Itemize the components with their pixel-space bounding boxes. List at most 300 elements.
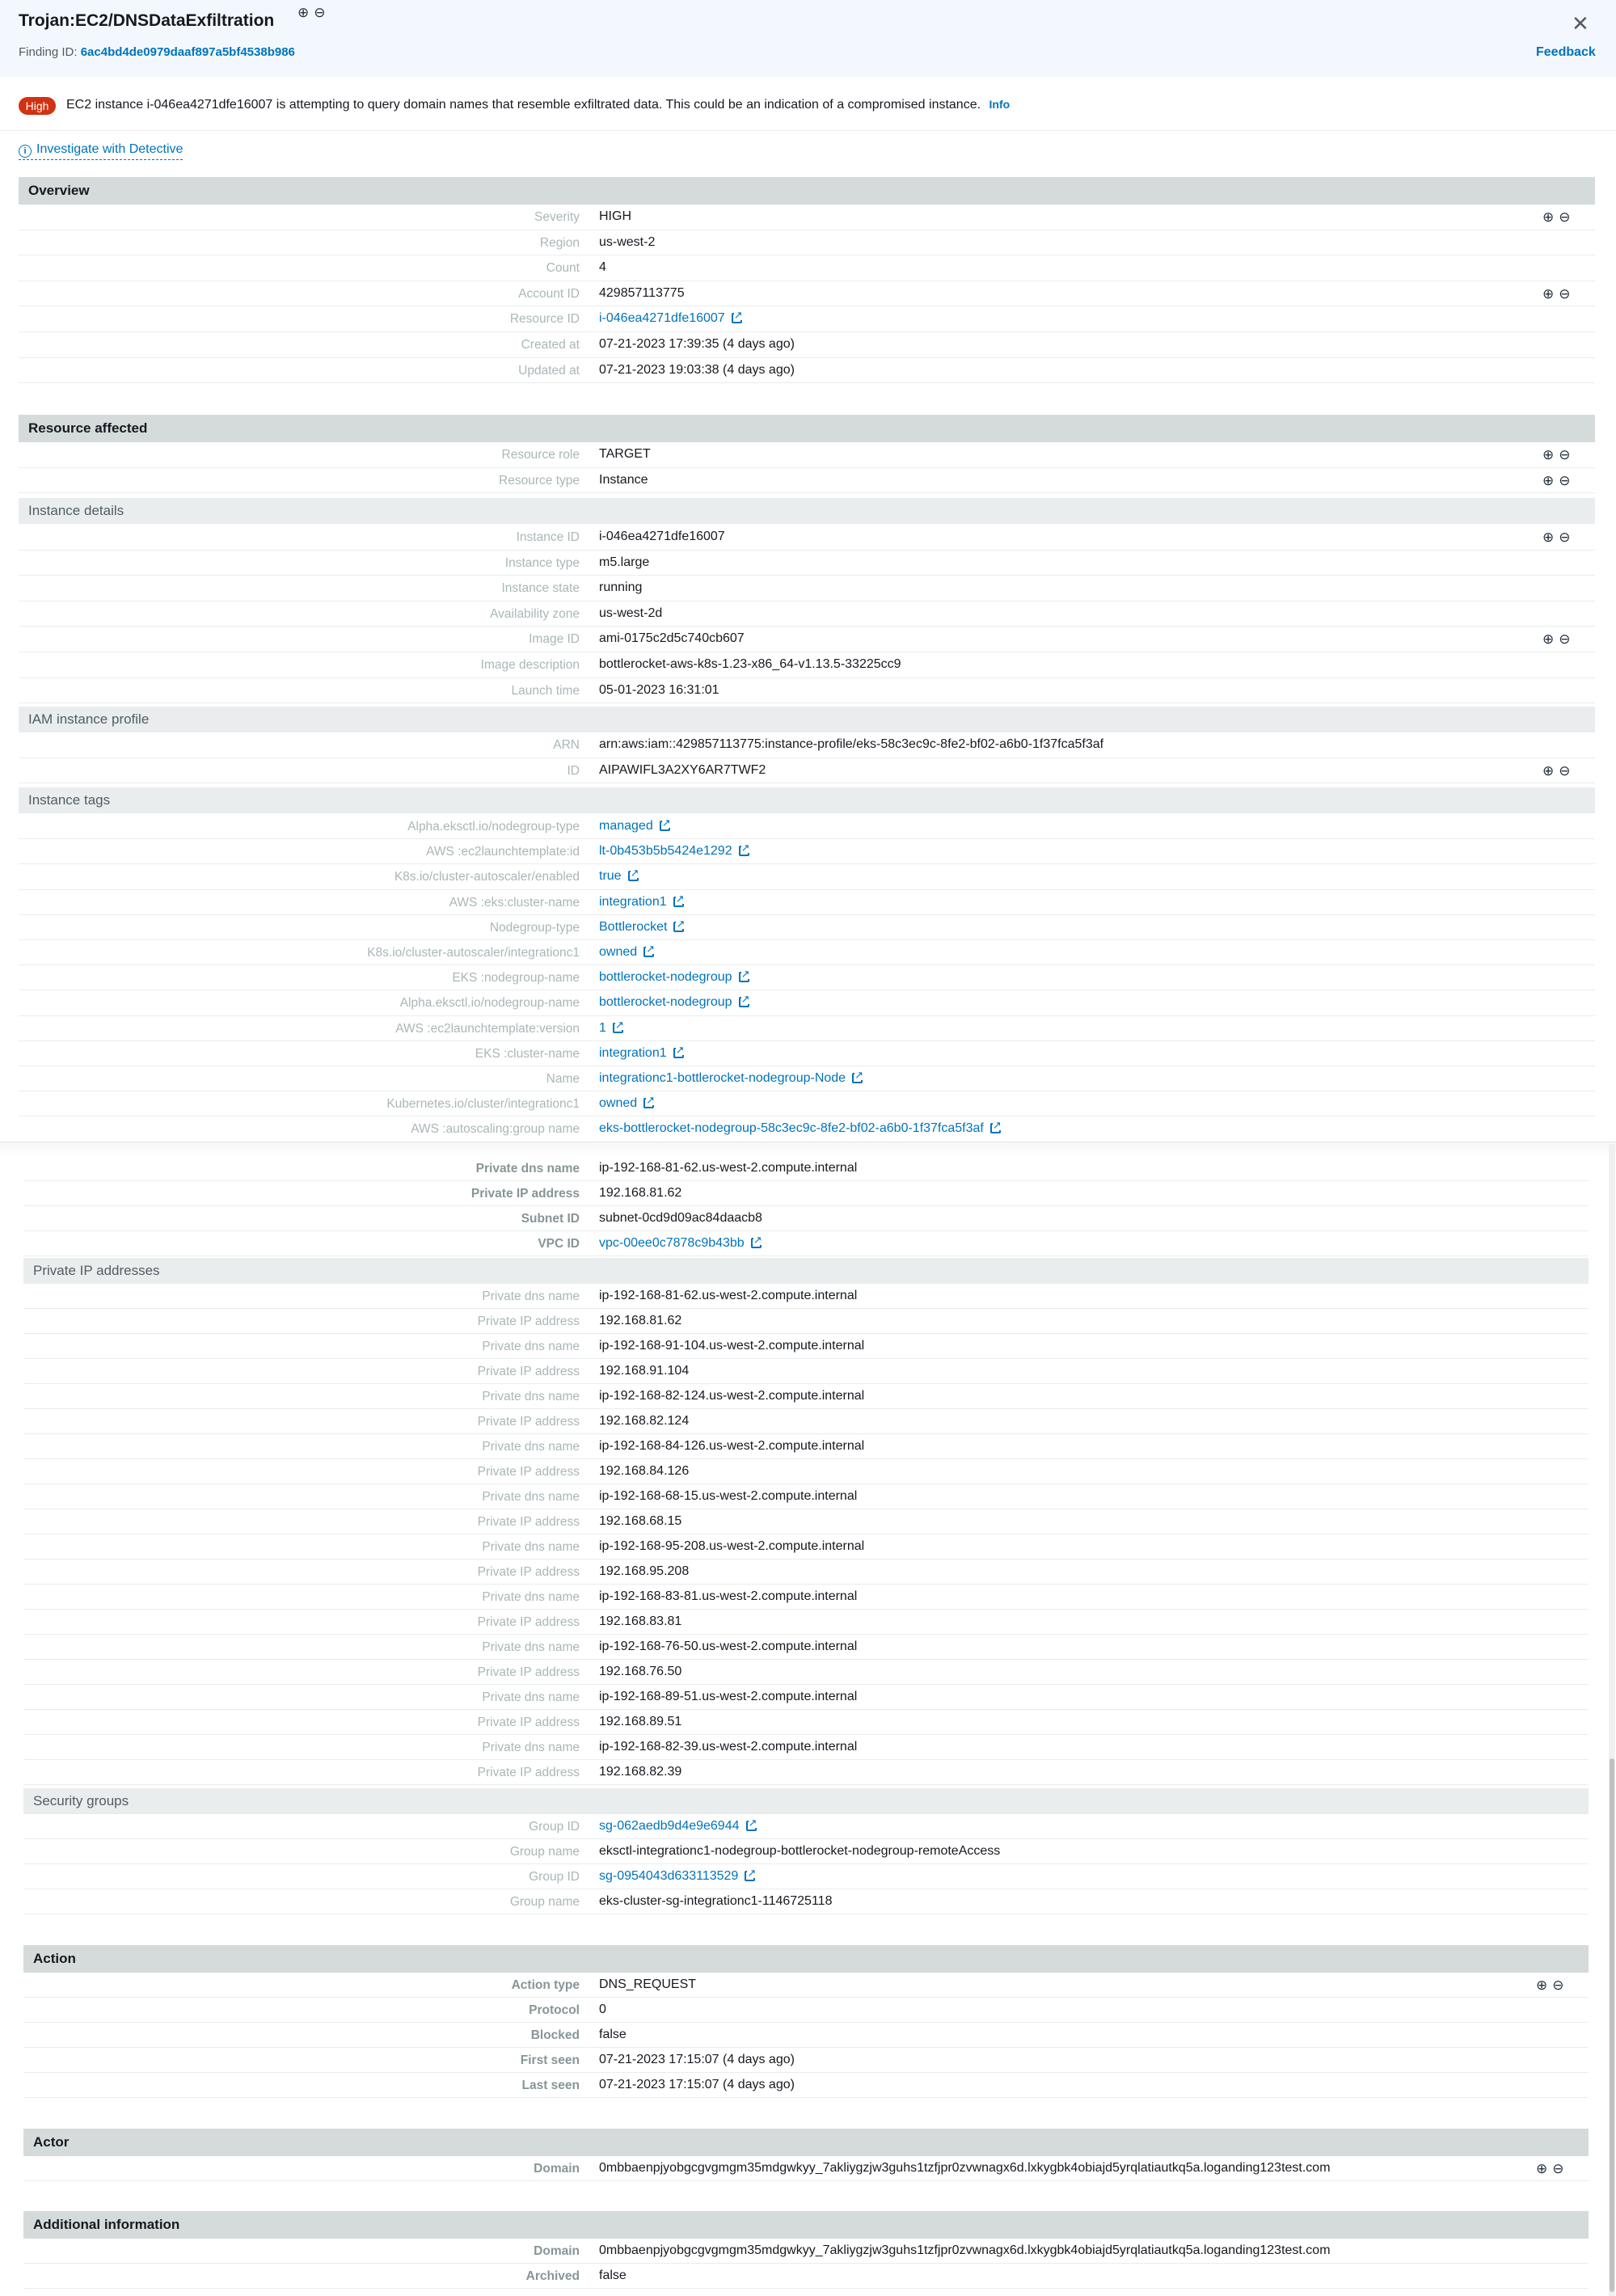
filter-zoom-icons[interactable]: ⊕⊖ [1542,285,1576,302]
feedback-link[interactable]: Feedback [1536,45,1596,59]
external-link-icon[interactable] [613,1023,623,1033]
detail-row-blocked [23,2023,1589,2048]
row-label: Group name [509,1845,580,1859]
row-value [599,606,662,621]
detail-row-aws-ec2launchtemplate-version [19,1016,1595,1041]
row-value-text: arn:aws:iam::429857113775:instance-profile/eks-58c3ec9c-8fe2-bf02-a6b0-1f37fca5f3af [599,737,1104,751]
external-link-icon[interactable] [643,1098,654,1108]
detail-row-eks-cluster-name [19,1041,1595,1066]
row-value-text[interactable]: integrationc1-bottlerocket-nodegroup-Node [599,1071,846,1085]
row-label: Private dns name [482,1640,580,1654]
row-value-text: 429857113775 [599,285,685,300]
row-value [599,1439,864,1454]
row-value-text: ip-192-168-83-81.us-west-2.compute.internal [599,1589,858,1603]
row-label: Private dns name [482,1390,580,1403]
row-label: Updated at [518,363,580,378]
row-value [599,1740,857,1754]
detail-row-arn [19,732,1595,758]
external-link-icon[interactable] [732,313,742,323]
row-label: Protocol [529,2003,580,2017]
detail-row-aws-autoscaling-group-name [19,1116,1595,1142]
row-value-link[interactable] [599,1096,654,1111]
detail-row-private-ip-address [23,1409,1589,1434]
title-zoom-icons[interactable]: ⊕⊖ [297,5,331,20]
row-value [599,1640,857,1654]
row-value [599,1844,1000,1859]
row-value [599,1211,762,1226]
row-value-text: false [599,2028,627,2041]
iam-profile-header: IAM instance profile [19,707,1595,732]
row-value-text: 192.168.82.39 [599,1765,682,1779]
detail-row-private-dns-name [23,1384,1589,1409]
row-value [599,737,1103,752]
row-value-text[interactable]: Bottlerocket [599,919,668,934]
row-value-text: ip-192-168-76-50.us-west-2.compute.internal [599,1640,858,1653]
row-label: Private IP address [477,1315,580,1328]
row-value [599,1665,681,1679]
row-value-text[interactable]: sg-0954043d633113529 [599,1869,739,1883]
external-link-icon[interactable] [852,1073,863,1083]
detail-row-private-dns-name [23,1434,1589,1459]
row-value [599,1564,689,1579]
detail-row-private-dns-name [23,1284,1589,1309]
row-value-text: us-west-2d [599,606,663,620]
row-label: Alpha.eksctl.io/nodegroup-type [407,820,580,834]
row-value-text: eks-cluster-sg-integrationc1-1146725118 [599,1894,833,1908]
row-value-text: m5.large [599,555,650,569]
detail-row-eks-nodegroup-name [19,965,1595,990]
row-label: Group ID [529,1870,580,1884]
row-value [599,763,766,778]
row-value-text: 192.168.89.51 [599,1715,682,1728]
row-value [599,1690,857,1704]
row-label: Created at [521,338,580,352]
row-value-text: ip-192-168-95-208.us-west-2.compute.internal [599,1539,865,1553]
detail-row-protocol [23,1998,1589,2023]
row-label: Count [546,261,580,276]
row-value-link[interactable] [599,844,749,859]
row-label: Private dns name [482,1289,580,1303]
row-value [599,657,901,672]
row-value [599,631,745,646]
row-value-link[interactable] [599,1071,863,1086]
detail-row-severity [19,205,1595,230]
row-value-text[interactable]: eks-bottlerocket-nodegroup-58c3ec9c-8fe2-bf02-a6b0-1f37fca5f3af [599,1121,984,1136]
external-link-icon[interactable] [673,922,684,932]
detail-row-aws-ec2launchtemplate-id [19,839,1595,864]
row-value-text[interactable]: true [599,869,622,884]
row-value [599,1414,689,1429]
info-link[interactable]: Info [989,98,1011,111]
row-value [599,1894,832,1909]
row-label: Last seen [521,2079,580,2092]
row-value-link[interactable] [599,819,670,834]
row-value [599,1715,681,1729]
row-label: Image ID [529,632,580,647]
detail-row-domain [23,2156,1589,2181]
detail-row-id [19,758,1595,784]
row-label: Private dns name [482,1490,580,1504]
row-value-text[interactable]: i-046ea4271dfe16007 [599,311,725,326]
row-value-link[interactable] [599,1869,755,1884]
row-value [599,2243,1331,2258]
row-value-link[interactable] [599,895,684,910]
detail-row-image-id [19,627,1595,652]
row-value-text[interactable]: bottlerocket-nodegroup [599,970,732,985]
row-label: K8s.io/cluster-autoscaler/integrationc1 [367,946,580,960]
filter-zoom-icons[interactable]: ⊕⊖ [1542,631,1576,648]
row-label: Group name [509,1895,580,1909]
row-value [599,1186,681,1201]
row-value-text: ip-192-168-82-124.us-west-2.compute.internal [599,1389,865,1403]
row-value-text: false [599,2269,627,2282]
row-value [599,286,685,301]
row-value [599,1765,681,1779]
detail-row-name [19,1066,1595,1091]
row-value-link[interactable] [599,970,749,985]
external-link-icon[interactable] [739,972,749,982]
detail-row-private-dns-name [23,1156,1589,1181]
row-value-text[interactable]: vpc-00ee0c7878c9b43bb [599,1236,745,1250]
external-link-icon[interactable] [990,1123,1001,1133]
row-value [599,2161,1331,2176]
row-value [599,2053,795,2067]
detail-row-launch-time [19,678,1595,704]
detail-row-vpc-id [23,1231,1589,1256]
row-label: Kubernetes.io/cluster/integrationc1 [386,1097,580,1112]
detail-row-private-dns-name [23,1635,1589,1660]
detail-row-private-ip-address [23,1760,1589,1785]
filter-zoom-icons[interactable]: ⊕⊖ [1542,472,1576,488]
row-label: AWS :ec2launchtemplate:id [426,845,580,859]
action-header: Action [23,1945,1589,1973]
detail-row-aws-eks-cluster-name [19,890,1595,915]
row-value [599,1161,857,1175]
row-label: AWS :autoscaling:group name [411,1122,580,1137]
detail-row-resource-role [19,442,1595,468]
detail-row-private-ip-address [23,1660,1589,1685]
detail-row-private-dns-name [23,1685,1589,1710]
row-label: Resource role [501,448,580,462]
row-value-text: 0 [599,2003,606,2016]
row-label: Severity [534,210,580,224]
row-value [599,363,795,378]
row-label: Resource ID [509,312,580,327]
row-label: Private dns name [482,1540,580,1554]
row-label: Name [546,1072,580,1086]
row-label: Private IP address [477,1415,580,1429]
finding-header [0,0,1616,77]
finding-title: Trojan:EC2/DNSDataExfiltration [19,11,275,30]
row-label: AWS :ec2launchtemplate:version [395,1021,580,1036]
row-label: Private dns name [482,1690,580,1704]
investigate-label: Investigate with Detective [36,142,184,156]
row-label: EKS :nodegroup-name [452,971,580,986]
detail-row-archived [23,2264,1589,2289]
detail-row-private-ip-address [23,1359,1589,1384]
row-value-text[interactable]: sg-062aedb9d4e9e6944 [599,1819,740,1833]
overview-header: Overview [19,177,1595,205]
row-value [599,2028,627,2042]
row-value-link[interactable] [599,1819,757,1834]
row-label: Private dns name [475,1162,580,1175]
row-value-link[interactable] [599,1236,762,1251]
external-link-icon[interactable] [628,871,639,881]
row-label: Nodegroup-type [489,920,580,935]
detail-row-group-name [23,1889,1589,1914]
external-link-icon[interactable] [673,1048,684,1058]
row-value-text: i-046ea4271dfe16007 [599,530,725,543]
row-value-text: DNS_REQUEST [599,1977,697,1991]
row-value-link[interactable] [599,1121,1001,1136]
detail-row-region [19,230,1595,256]
row-value-text: ip-192-168-68-15.us-west-2.compute.internal [599,1489,858,1503]
detail-row-instance-state [19,576,1595,601]
detail-row-group-id [23,1814,1589,1839]
row-value-text: Instance [599,472,648,487]
investigate-detective-link[interactable] [19,142,183,160]
detail-row-private-dns-name [23,1534,1589,1560]
detail-row-alpha-eksctl-io-nodegroup-name [19,990,1595,1015]
row-value-text: AIPAWIFL3A2XY6AR7TWF2 [599,762,766,777]
row-label: Instance type [504,555,580,570]
scrollbar-thumb[interactable] [1610,1758,1614,2292]
row-value-text: 0mbbaenpjyobgcgvgmgm35mdgwkyy_7akliygzjw3guhs1tzfjpr0zvwnagx6d.lxkygbk4obiajd5yrqlatiautkq5a.loganding123test.com [599,2161,1331,2175]
row-label: Private IP address [477,1565,580,1579]
detail-row-private-ip-address [23,1710,1589,1735]
row-label: ID [567,763,580,778]
row-value [599,1339,864,1353]
row-label: Subnet ID [521,1212,580,1226]
detail-row-k8s-io-cluster-autoscaler-integrationc1 [19,940,1595,965]
external-link-icon[interactable] [643,947,654,957]
detail-row-created-at [19,332,1595,358]
row-label: ARN [553,738,580,752]
info-icon: i [19,145,32,158]
row-value [599,473,648,487]
row-value-text: 192.168.76.50 [599,1665,682,1678]
detail-row-group-name [23,1839,1589,1864]
row-label: VPC ID [538,1237,580,1251]
finding-id [19,45,295,59]
row-label: Instance state [501,581,580,596]
detail-row-private-ip-address [23,1181,1589,1206]
row-value-text[interactable]: lt-0b453b5b5424e1292 [599,844,732,859]
row-value-text: 4 [599,260,606,275]
row-label: AWS :eks:cluster-name [449,895,580,910]
row-label: Private IP address [477,1515,580,1529]
row-value-text: 0mbbaenpjyobgcgvgmgm35mdgwkyy_7akliygzjw3guhs1tzfjpr0zvwnagx6d.lxkygbk4obiajd5yrqlatiautkq5a.loganding123test.com [599,2243,1331,2257]
detail-row-private-dns-name [23,1334,1589,1359]
row-label: Private dns name [482,1741,580,1754]
row-value [599,235,655,250]
detail-row-first-seen [23,2048,1589,2073]
row-value-text: HIGH [599,209,631,223]
row-value-text: 192.168.84.126 [599,1464,690,1478]
security-groups-header: Security groups [23,1788,1589,1814]
row-value-text: subnet-0cd9d09ac84daacb8 [599,1211,762,1225]
row-value [599,683,719,698]
finding-id-label: Finding ID: [19,45,78,59]
instance-details-header: Instance details [19,498,1595,524]
filter-zoom-icons[interactable]: ⊕⊖ [1536,1977,1569,1993]
detail-row-domain [23,2239,1589,2264]
row-value-text: ip-192-168-84-126.us-west-2.compute.internal [599,1439,865,1453]
row-value [599,1614,681,1629]
external-link-icon[interactable] [739,997,749,1007]
row-value [599,337,795,352]
row-label: Private IP address [477,1615,580,1629]
detail-row-private-ip-address [23,1560,1589,1585]
row-label: Account ID [518,286,580,301]
severity-alert [0,93,1616,129]
row-label: Private IP address [470,1187,580,1201]
detail-row-subnet-id [23,1206,1589,1231]
divider [0,130,1616,131]
row-value [599,447,651,462]
row-value-link[interactable] [599,995,749,1010]
row-value-text: ip-192-168-81-62.us-west-2.compute.internal [599,1161,858,1175]
detail-row-private-dns-name [23,1735,1589,1760]
row-value-text: ip-192-168-89-51.us-west-2.compute.internal [599,1690,858,1703]
detail-row-resource-type [19,468,1595,494]
detail-row-alpha-eksctl-io-nodegroup-type [19,814,1595,839]
row-value-text[interactable]: integration1 [599,894,667,909]
row-value-text[interactable]: 1 [599,1020,606,1035]
filter-zoom-icons[interactable]: ⊕⊖ [1542,530,1576,545]
detail-row-private-ip-address [23,1459,1589,1484]
row-value-text: 192.168.81.62 [599,1186,682,1200]
row-label: Region [539,235,580,250]
detail-row-private-ip-address [23,1509,1589,1534]
row-value-text: ip-192-168-91-104.us-west-2.compute.internal [599,1339,865,1353]
row-value [599,1539,864,1554]
filter-zoom-icons[interactable]: ⊕⊖ [1542,762,1576,779]
row-value-text: 07-21-2023 17:15:07 (4 days ago) [599,2078,795,2091]
row-value-text[interactable]: owned [599,1096,638,1111]
detail-row-image-description [19,652,1595,678]
row-value [599,555,649,570]
filter-zoom-icons[interactable]: ⊕⊖ [1542,447,1576,462]
row-value-link[interactable] [599,869,639,884]
detail-row-count [19,255,1595,281]
row-label: Private IP address [477,1665,580,1679]
detail-row-instance-type [19,551,1595,576]
row-value-text: running [599,580,643,595]
row-value-text: 192.168.91.104 [599,1364,690,1378]
external-link-icon[interactable] [746,1821,757,1831]
row-label: Domain [534,2162,580,2176]
row-label: Resource type [499,473,580,487]
row-value-text: 192.168.68.15 [599,1514,682,1528]
row-label: Private dns name [482,1440,580,1454]
row-value-text: ip-192-168-82-39.us-west-2.compute.internal [599,1740,858,1754]
filter-zoom-icons[interactable]: ⊕⊖ [1536,2161,1569,2176]
detail-row-group-id [23,1864,1589,1889]
row-label: EKS :cluster-name [475,1046,580,1061]
row-value-link[interactable] [599,920,684,935]
row-value [599,2003,606,2017]
external-link-icon[interactable] [751,1238,762,1248]
row-value-link[interactable] [599,311,742,326]
row-value-text[interactable]: owned [599,945,638,959]
detail-row-private-ip-address [23,1610,1589,1635]
row-value [599,1977,696,1992]
row-label: Private dns name [482,1340,580,1353]
alert-message: EC2 instance i-046ea4271dfe16007 is attempting to query domain names that resemble exfiltrated data. This could be an indication of a compromised instance. [66,98,981,112]
row-label: Private IP address [477,1766,580,1779]
row-value-text: 192.168.82.124 [599,1414,690,1428]
row-value-text: eksctl-integrationc1-nodegroup-bottlerocket-nodegroup-remoteAccess [599,1844,1001,1858]
row-label: Group ID [529,1820,580,1834]
external-link-icon[interactable] [739,846,749,856]
row-value-text[interactable]: managed [599,819,653,833]
row-value-text: us-west-2 [599,234,656,249]
finding-id-link[interactable]: 6ac4bd4de0979daaf897a5bf4538b986 [80,45,295,59]
row-label: Private dns name [482,1590,580,1604]
row-value [599,580,642,595]
row-value [599,2078,795,2092]
row-value-text: 07-21-2023 17:39:35 (4 days ago) [599,337,795,351]
close-icon[interactable]: ✕ [1572,11,1589,36]
row-value [599,209,631,224]
detail-row-kubernetes-io-cluster-integrationc1 [19,1091,1595,1116]
row-value [599,1364,689,1378]
detail-row-nodegroup-type [19,915,1595,940]
detail-row-private-dns-name [23,1484,1589,1509]
resource-affected-header: Resource affected [19,415,1595,442]
row-value [599,1464,689,1479]
row-value [599,2269,627,2283]
row-value [599,1514,681,1529]
detail-row-private-dns-name [23,1585,1589,1610]
screenshot-seam [0,1142,1616,1157]
row-value-text: 07-21-2023 17:15:07 (4 days ago) [599,2053,795,2066]
row-value [599,1489,857,1504]
row-value-link[interactable] [599,1046,684,1061]
detail-row-account-id [19,281,1595,307]
row-value [599,1589,857,1604]
row-value-text: 192.168.95.208 [599,1564,690,1578]
row-label: K8s.io/cluster-autoscaler/enabled [394,870,580,884]
alert-text [66,98,1010,112]
row-value-text: ip-192-168-81-62.us-west-2.compute.internal [599,1289,858,1302]
external-link-icon[interactable] [660,821,670,831]
detail-row-last-seen [23,2073,1589,2098]
private-ips-header: Private IP addresses [23,1258,1589,1284]
row-value-text: 192.168.83.81 [599,1614,682,1628]
row-label: Instance ID [516,530,580,544]
external-link-icon[interactable] [745,1871,755,1881]
row-label: Domain [534,2244,580,2258]
row-value-link[interactable] [599,1021,623,1036]
severity-badge: High [19,97,56,115]
detail-row-resource-id [19,306,1595,332]
row-value [599,1314,681,1328]
row-value-text[interactable]: bottlerocket-nodegroup [599,995,732,1010]
row-label: Alpha.eksctl.io/nodegroup-name [399,996,580,1011]
filter-zoom-icons[interactable]: ⊕⊖ [1542,209,1576,225]
row-label: First seen [520,2053,580,2067]
row-label: Image description [480,658,580,672]
external-link-icon[interactable] [673,897,684,907]
row-value-text: TARGET [599,447,651,461]
row-value-link[interactable] [599,945,654,960]
row-value-text[interactable]: integration1 [599,1045,667,1060]
detail-row-availability-zone [19,601,1595,627]
row-value [599,1289,857,1303]
row-value-text: bottlerocket-aws-k8s-1.23-x86_64-v1.13.5-33225cc9 [599,657,901,671]
